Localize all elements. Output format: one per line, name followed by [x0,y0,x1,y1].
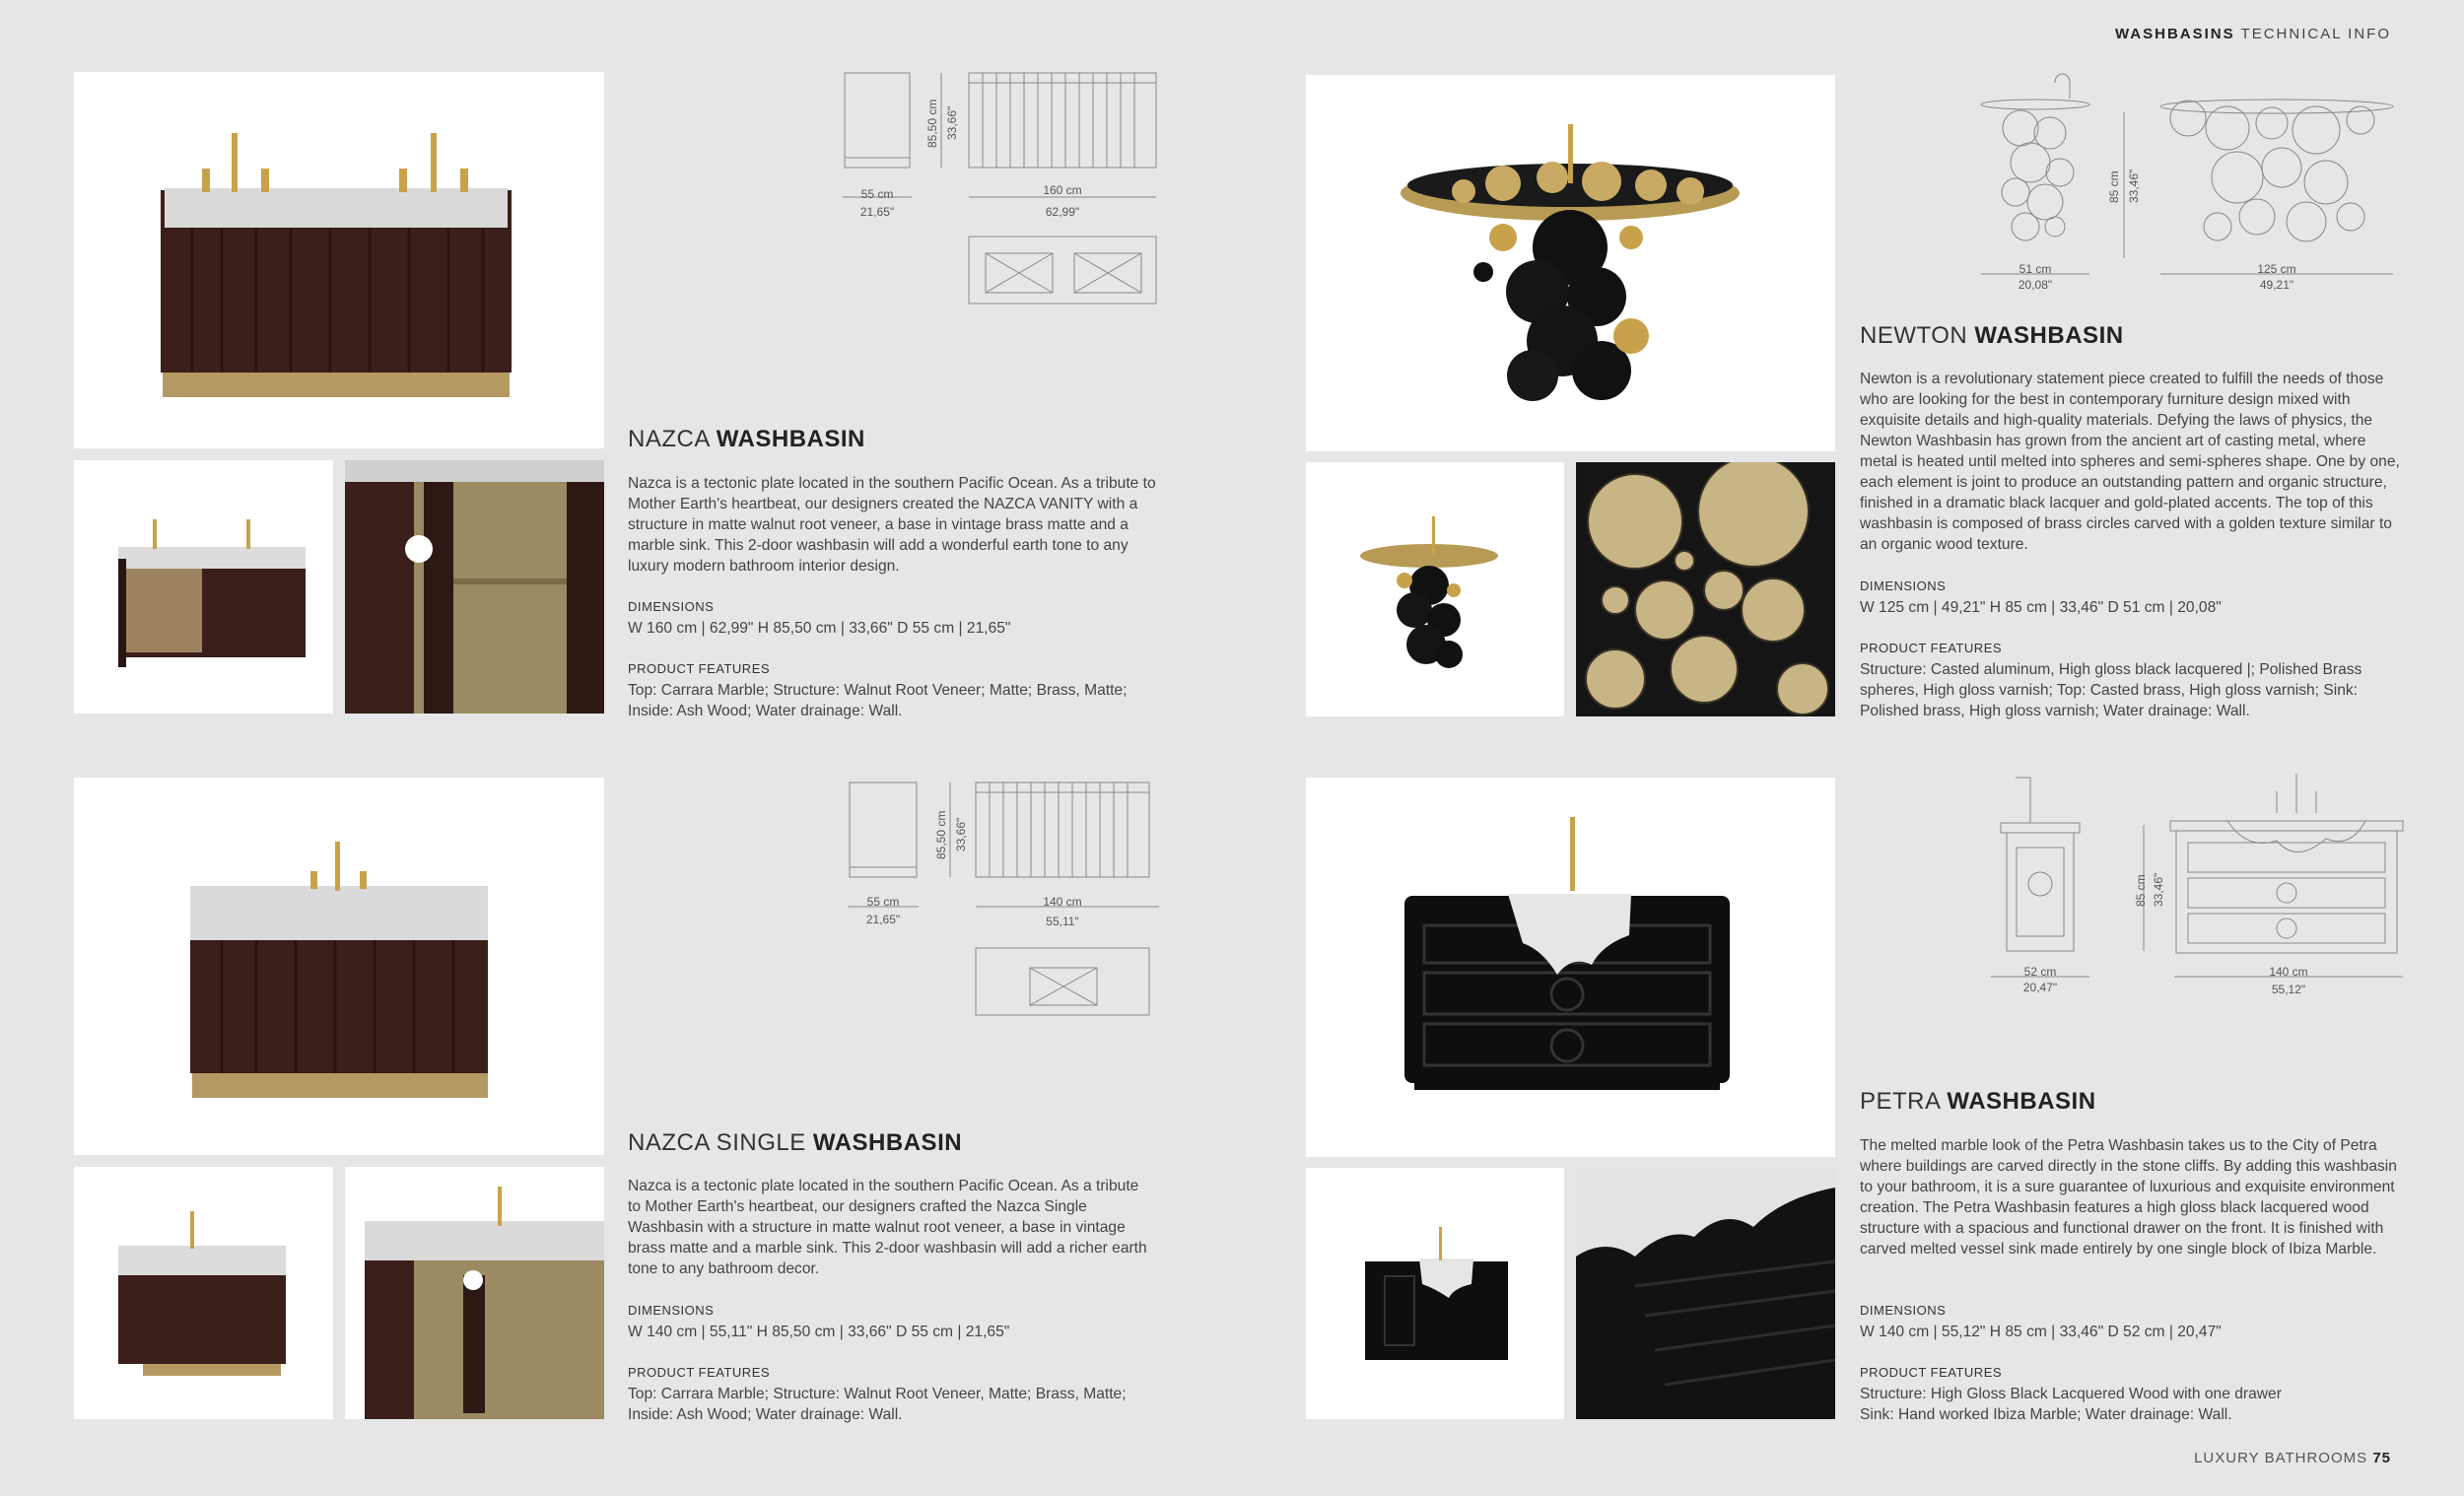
nazca-features: Top: Carrara Marble; Structure: Walnut Root Veneer; Matte; Brass, Matte; Inside: Ash Wood; Water drainage: Wall. [628,682,1128,719]
section-title: WASHBASINS [2114,26,2235,42]
nazca-width-in: 62,99" [1045,205,1080,219]
footer-text: LUXURY BATHROOMS [2194,1450,2368,1466]
newton-height-in: 33,46" [2127,169,2141,203]
nazca-dimensions: W 160 cm | 62,99" H 85,50 cm | 33,66" D 55 cm | 21,65" [628,620,1011,637]
nazca-title [628,426,865,453]
petra-angle-photo [1306,1168,1564,1419]
newton-dimensions-label: DIMENSIONS [1860,578,1947,593]
nazca-open-photo [74,460,333,714]
section-subtitle: TECHNICAL INFO [2240,26,2391,42]
nazca-single-suffix: WASHBASIN [812,1129,963,1156]
nazca-single-open-photo [345,1167,604,1419]
nazca-description: Nazca is a tectonic plate located in the southern Pacific Ocean. As a tribute to Mother Earth's heartbeat, our designers created the NAZCA VANITY with a structure in matte walnut root veneer, a base in vintage brass matte and a marble sink. This 2-door washbasin will add a wonderful earth tone to any luxury modern bathroom interior design. [628,475,1156,575]
petra-width-cm: 140 cm [2269,965,2308,979]
nazca-features-label: PRODUCT FEATURES [628,661,771,676]
petra-name: PETRA [1860,1088,1941,1115]
newton-dimensions: W 125 cm | 49,21" H 85 cm | 33,46" D 51 cm | 20,08" [1860,599,2222,616]
nazca-single-name: NAZCA SINGLE [628,1129,806,1156]
nazca-single-height-in: 33,66" [954,817,968,851]
nazca-single-dimensions: W 140 cm | 55,11" H 85,50 cm | 33,66" D 55 cm | 21,65" [628,1324,1010,1340]
nazca-depth-in: 21,65" [859,205,895,219]
nazca-height-in: 33,66" [945,105,959,140]
section-header [2115,26,2391,42]
newton-depth-in: 20,08" [2018,278,2053,292]
petra-depth-cm: 52 cm [2023,965,2057,979]
petra-dimensions: W 140 cm | 55,12" H 85 cm | 33,46" D 52 cm | 20,47" [1860,1324,2222,1340]
nazca-main-photo [74,72,604,448]
nazca-single-depth-in: 21,65" [865,913,901,926]
page-number: 75 [2372,1450,2391,1466]
nazca-single-features-label: PRODUCT FEATURES [628,1365,771,1380]
petra-depth-in: 20,47" [2022,981,2058,994]
newton-depth-cm: 51 cm [2019,262,2052,276]
newton-description: Newton is a revolutionary statement piece created to fulfill the needs of those who are looking for the best in contemporary furniture design mixed with exquisite details and high-quality materials. Defying the laws of physics, the Newton Washbasin has grown from the ancient art of casting metal, where metal is heated until melted into spheres and semi-spheres shape. One by one, each element is joint to produce an outstanding pattern and organic structure, finished in a dramatic black lacquer and gold-plated accents. The top of this washbasin is composed of brass circles carved with a golden texture similar to an organic wood texture. [1860,371,2400,553]
newton-name: NEWTON [1860,322,1968,349]
newton-width-cm: 125 cm [2257,262,2296,276]
nazca-suffix: WASHBASIN [716,426,865,452]
nazca-single-height-cm: 85,50 cm [934,810,948,859]
newton-technical-drawing [1981,69,2395,296]
petra-dimensions-label: DIMENSIONS [1860,1303,1947,1318]
petra-height-cm: 85 cm [2134,874,2148,907]
petra-suffix: WASHBASIN [1947,1088,2096,1115]
nazca-single-main-photo [74,778,604,1155]
nazca-single-title [628,1129,962,1157]
petra-technical-drawing [1991,774,2405,1000]
nazca-single-technical-drawing [848,781,1163,1017]
page-footer [2194,1450,2391,1466]
nazca-width-cm: 160 cm [1043,183,1082,197]
petra-title [1860,1088,2096,1116]
petra-features-label: PRODUCT FEATURES [1860,1365,2003,1380]
nazca-detail-photo [345,460,604,714]
nazca-height-cm: 85,50 cm [925,99,939,148]
nazca-depth-cm: 55 cm [860,187,894,201]
nazca-single-depth-cm: 55 cm [866,895,900,909]
nazca-dimensions-label: DIMENSIONS [628,599,715,614]
nazca-single-features: Top: Carrara Marble; Structure: Walnut Root Veneer, Matte; Brass, Matte; Inside: Ash Wood; Water drainage: Wall. [628,1386,1127,1423]
newton-features-label: PRODUCT FEATURES [1860,641,2003,655]
newton-main-photo [1306,75,1835,451]
nazca-single-angle-photo [74,1167,333,1419]
nazca-technical-drawing [843,71,1158,307]
nazca-single-width-cm: 140 cm [1043,895,1082,909]
newton-title [1860,322,2124,350]
petra-main-photo [1306,778,1835,1157]
newton-suffix: WASHBASIN [1974,322,2124,349]
nazca-single-description: Nazca is a tectonic plate located in the southern Pacific Ocean. As a tribute to Mother Earth's heartbeat, our designers crafted the Nazca Single Washbasin with a structure in matte walnut root veneer, a base in vintage brass matte and a marble sink. This 2-door washbasin will add a richer earth tone to any bathroom decor. [628,1178,1147,1277]
newton-features: Structure: Casted aluminum, High gloss black lacquered |; Polished Brass spheres, High gloss varnish; Top: Casted brass, High gloss varnish; Sink: Polished brass, High gloss varnish; Water drainage: Wall. [1860,661,2362,719]
petra-description: The melted marble look of the Petra Washbasin takes us to the City of Petra where buildings are carved directly in the stone cliffs. By adding this washbasin to your bathroom, it is a sure guarantee of luxurious and exquisite environment creation. The Petra Washbasin features a high gloss black lacquered wood structure with a spacious and functional drawer on the front. It is finished with carved melted vessel sink made entirely by one single block of Ibiza Marble. [1860,1137,2397,1258]
newton-top-detail-photo [1576,462,1835,716]
newton-width-in: 49,21" [2259,278,2294,292]
nazca-single-width-in: 55,11" [1046,915,1079,928]
petra-width-in: 55,12" [2271,983,2306,996]
petra-detail-photo [1576,1168,1835,1419]
nazca-name: NAZCA [628,426,710,452]
newton-height-cm: 85 cm [2107,170,2121,203]
nazca-single-dimensions-label: DIMENSIONS [628,1303,715,1318]
petra-height-in: 33,46" [2152,872,2165,907]
petra-features: Structure: High Gloss Black Lacquered Wood with one drawer [1860,1386,2282,1402]
petra-features-line2: Sink: Hand worked Ibiza Marble; Water drainage: Wall. [1860,1406,2232,1423]
newton-angle-photo [1306,462,1564,716]
